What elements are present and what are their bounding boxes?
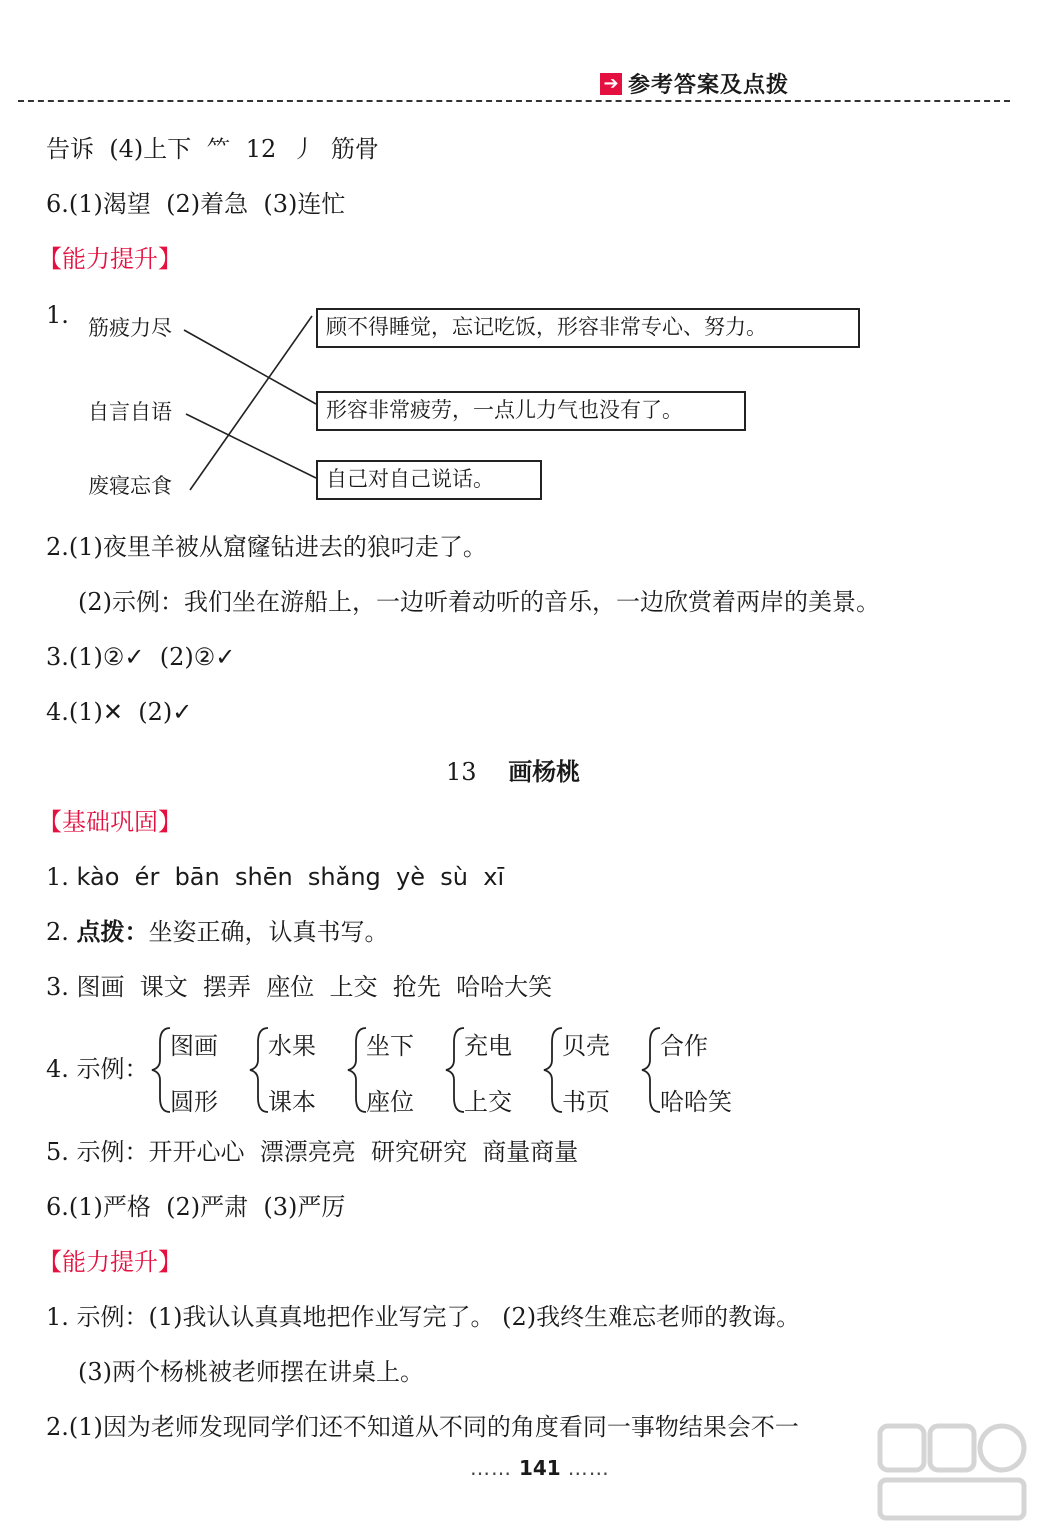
- answer-line: 6.(1)渴望 (2)着急 (3)连忙: [46, 190, 346, 218]
- question-number: 1.: [46, 301, 69, 329]
- definition-box: 自己对自己说话。: [316, 460, 542, 500]
- pinyin-answers: kào ér bān shēn shǎng yè sù xī: [76, 863, 505, 891]
- answer-line: 2.(1)夜里羊被从窟窿钻进去的狼叼走了。: [46, 533, 487, 561]
- word: 坐下: [366, 1032, 414, 1060]
- hint-label: 点拨：: [76, 918, 149, 946]
- definition-box: 形容非常疲劳，一点儿力气也没有了。: [316, 391, 746, 431]
- word: 课本: [268, 1088, 316, 1116]
- word: 圆形: [170, 1088, 218, 1116]
- word: 水果: [268, 1032, 316, 1060]
- section-heading: 【能力提升】: [38, 1248, 182, 1276]
- word: 书页: [562, 1088, 610, 1116]
- answer-line: 6.(1)严格 (2)严肃 (3)严厉: [46, 1193, 346, 1221]
- item-number: 2.: [46, 918, 69, 946]
- word: 充电: [464, 1032, 512, 1060]
- word: 座位: [366, 1088, 414, 1116]
- answer-line: [46, 862, 504, 892]
- answer-line: [46, 917, 389, 947]
- answer-line: 2.(1)因为老师发现同学们还不知道从不同的角度看同一事物结果会不一: [46, 1413, 799, 1441]
- word: 合作: [660, 1032, 708, 1060]
- watermark-logo: [872, 1418, 1032, 1526]
- match-word: 自言自语: [88, 400, 172, 424]
- answer-line: (2)示例：我们坐在游船上，一边听着动听的音乐，一边欣赏着两岸的美景。: [78, 588, 880, 616]
- answer-line: 4. 示例：: [46, 1055, 149, 1083]
- item-number: 1.: [46, 863, 69, 891]
- matching-lines: [0, 0, 1046, 520]
- answer-line: 告诉 (4)上下 ⺮ 12 丿 筋骨: [46, 135, 379, 163]
- lesson-name: 画杨桃: [508, 758, 581, 786]
- answer-line: 1. 示例：(1)我认认真真地把作业写完了。 (2)我终生难忘老师的教诲。: [46, 1303, 801, 1331]
- answer-line: 5. 示例：开开心心 漂漂亮亮 研究研究 商量商量: [46, 1138, 579, 1166]
- match-word: 废寝忘食: [88, 474, 172, 498]
- answer-line: 3. 图画 课文 摆弄 座位 上交 抢先 哈哈大笑: [46, 973, 553, 1001]
- answer-line: 4.(1)✕ (2)✓: [46, 698, 193, 726]
- definition-box: 顾不得睡觉，忘记吃饭，形容非常专心、努力。: [316, 308, 860, 348]
- lesson-number: 13: [446, 758, 477, 786]
- hint-text: 坐姿正确，认真书写。: [148, 918, 389, 946]
- section-heading: 【基础巩固】: [38, 808, 182, 836]
- page-number: 141: [518, 1456, 561, 1480]
- answer-line: (3)两个杨桃被老师摆在讲桌上。: [78, 1358, 424, 1386]
- word: 图画: [170, 1032, 218, 1060]
- word: 哈哈笑: [660, 1088, 732, 1116]
- header-title: 参考答案及点拨: [628, 73, 790, 98]
- word: 贝壳: [562, 1032, 610, 1060]
- footer-dots: ……: [470, 1456, 512, 1480]
- section-heading: 【能力提升】: [38, 245, 182, 273]
- page-footer: [470, 1456, 610, 1480]
- answer-line: 3.(1)②✓ (2)②✓: [46, 643, 236, 671]
- arrow-right-icon: ➔: [600, 73, 622, 95]
- brace-marks: [0, 1020, 1046, 1120]
- lesson-title: [446, 752, 580, 787]
- footer-dots: ……: [567, 1456, 610, 1480]
- word: 上交: [464, 1088, 512, 1116]
- match-word: 筋疲力尽: [88, 316, 172, 340]
